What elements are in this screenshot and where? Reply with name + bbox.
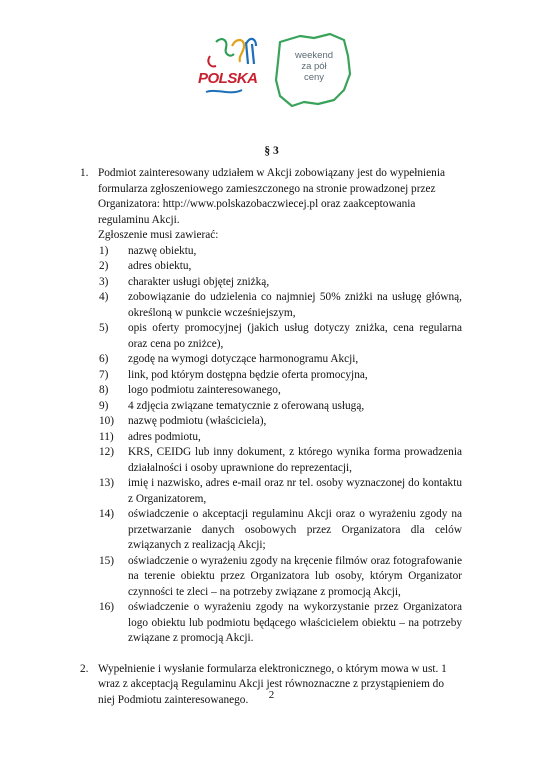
list-item: 15) oświadczenie o wyrażeniu zgody na kręcenie filmów oraz fotografowanie na terenie obiektu przez Organizatora lub osoby, którym Organizator czynności te zleci – na potrzeby związane z promocją Akcji, — [99, 554, 462, 598]
page-number: 2 — [268, 689, 275, 701]
point-number: 1. — [80, 167, 89, 179]
polska-logo-text: POLSKA — [198, 70, 258, 87]
requirements-list — [98, 244, 462, 647]
document-body — [80, 166, 462, 708]
list-item: 3) charakter usługi objętej zniżką, — [99, 275, 270, 288]
weekend-line: ceny — [303, 72, 325, 83]
list-item: 7) link, pod którym dostępna będzie oferta promocyjna, — [99, 368, 368, 381]
weekend-line: za pół — [301, 61, 327, 72]
spacer — [80, 647, 462, 662]
weekend-logo — [270, 30, 354, 110]
list-item: 16) oświadczenie o wyrażeniu zgody na wykorzystanie przez Organizatora logo obiektu lub podmiotu będącego właścicielem obiektu – na potrzeby związane z promocją Akcji. — [99, 601, 462, 644]
header-logos — [196, 30, 356, 110]
point-1 — [80, 166, 462, 647]
polska-logo — [196, 34, 262, 106]
list-item: 9) 4 zdjęcia związane tematycznie z oferowaną usługą, — [99, 399, 365, 412]
weekend-line: weekend — [294, 50, 334, 61]
list-item: 4) zobowiązanie do udzielenia co najmniej 50% zniżki na usługę główną, określoną w punkcie wcześniejszym, — [99, 291, 462, 319]
weekend-logo-text — [284, 50, 344, 83]
list-intro: Zgłoszenie musi zawierać: — [98, 229, 219, 241]
list-item: 8) logo podmiotu zainteresowanego, — [99, 384, 281, 396]
list-item: 14) oświadczenie o akceptacji regulaminu Akcji oraz o wyrażeniu zgody na przetwarzanie danych osobowych przez Organizatora dla celów związanych z realizacją Akcji; — [99, 508, 462, 551]
list-item: 10) nazwę podmiotu (właściciela), — [99, 415, 267, 427]
list-item: 12) KRS, CEIDG lub inny dokument, z którego wynika forma prowadzenia działalności i osoby uprawnione do reprezentacji, — [99, 446, 462, 474]
list-item: 11) adres podmiotu, — [99, 430, 201, 443]
list-item: 5) opis oferty promocyjnej (jakich usług dotyczy zniżka, cena regularna oraz cena po zniżce), — [99, 322, 462, 350]
list-item: 2) adres obiektu, — [99, 260, 192, 272]
point-text: Podmiot zainteresowany udziałem w Akcji zobowiązany jest do wypełnienia formularza zgłoszeniowego zamieszczonego na stronie prowadzonej przez Organizatora: http://www.polskazobaczwiecej.pl oraz zaakceptowania regulaminu Akcji. — [98, 167, 445, 226]
point-text: Wypełnienie i wysłanie formularza elektronicznego, o którym mowa w ust. 1 wraz z akceptacją Regulaminu Akcji jest równoznaczne z przystąpieniem do niej Podmiotu zainteresowanego. — [98, 662, 447, 706]
list-item: 1) nazwę obiektu, — [99, 244, 197, 257]
point-2 — [80, 662, 462, 709]
list-item: 6) zgodę na wymogi dotyczące harmonogramu Akcji, — [99, 353, 359, 365]
list-item: 13) imię i nazwisko, adres e-mail oraz nr tel. osoby wyznaczonej do kontaktu z Organizatorem, — [99, 477, 462, 505]
section-title: § 3 — [264, 145, 279, 157]
point-number: 2. — [80, 662, 89, 675]
